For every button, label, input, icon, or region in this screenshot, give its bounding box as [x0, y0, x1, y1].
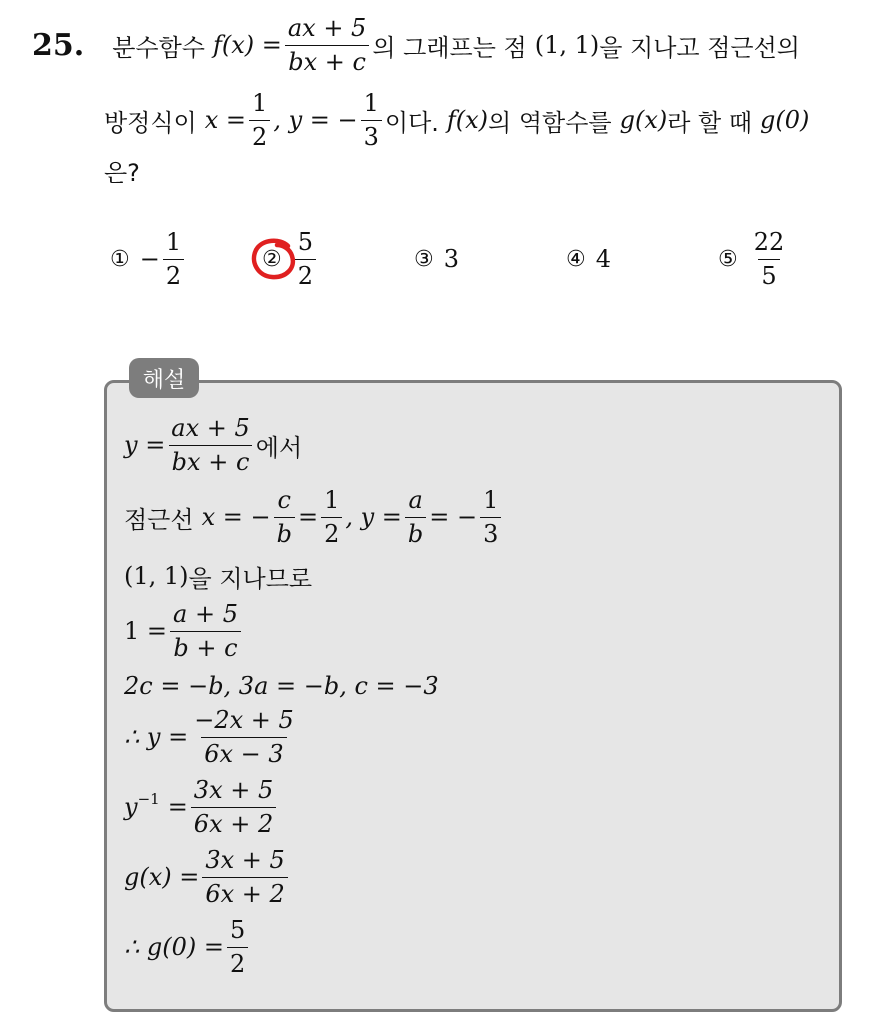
denominator: b + c	[170, 631, 240, 661]
solution-step-8	[124, 846, 291, 908]
step-fraction	[191, 707, 297, 767]
question-text: 의 역함수를	[488, 108, 612, 137]
question-text: 은?	[104, 158, 140, 187]
step-fraction	[202, 847, 287, 907]
choice-5[interactable]	[718, 228, 790, 290]
numerator: 3x + 5	[193, 776, 274, 805]
numerator: ax + 5	[287, 14, 367, 43]
step-lhs: g(x) =	[124, 863, 200, 891]
denominator: 6x + 2	[202, 877, 287, 907]
numerator: 1	[165, 228, 182, 257]
step-fraction	[170, 601, 241, 661]
choice-number: ①	[110, 246, 130, 272]
question-line-3	[104, 150, 140, 190]
numerator: 1	[252, 89, 268, 118]
solution-step-4	[124, 600, 244, 662]
denominator: 5	[758, 259, 779, 289]
choice-number: ③	[414, 246, 434, 272]
step-expr: =	[297, 503, 319, 531]
question-line-1	[32, 10, 800, 80]
numerator: c	[277, 486, 291, 515]
numerator: 5	[230, 916, 246, 945]
numerator: 1	[363, 89, 379, 118]
fraction-third	[361, 90, 382, 150]
step-fraction	[480, 487, 501, 547]
denominator: 2	[163, 259, 184, 289]
step-fraction	[274, 487, 295, 547]
choice-value: 3	[443, 245, 460, 273]
choice-value: 4	[595, 245, 612, 273]
step-lhs: ∴ y =	[124, 723, 189, 751]
step-lhs: ∴ g(0) =	[124, 933, 224, 961]
denominator: bx + c	[285, 45, 369, 75]
choice-4[interactable]	[566, 228, 611, 290]
numerator: 1	[324, 486, 340, 515]
choice-number: ②	[262, 246, 282, 272]
denominator: 2	[321, 517, 342, 547]
question-text: 을 지나고 점근선의	[599, 33, 800, 62]
question-text: 방정식이	[104, 108, 197, 137]
numerator: 3x + 5	[205, 846, 285, 875]
choice-3[interactable]	[414, 228, 459, 290]
denominator: 2	[295, 259, 316, 289]
denominator: 2	[227, 947, 248, 977]
denominator: b	[405, 517, 426, 547]
numerator: −2x + 5	[194, 706, 294, 735]
question-text: 라 할 때	[667, 108, 753, 137]
step-lhs: y	[124, 793, 138, 821]
solution-step-3	[124, 556, 312, 596]
step-fraction	[321, 487, 342, 547]
denominator: b	[274, 517, 295, 547]
function-f: f(x) =	[212, 31, 282, 59]
choice-1[interactable]	[110, 228, 187, 290]
numerator: 22	[753, 228, 785, 257]
solution-step-9	[124, 916, 251, 978]
question-line-2	[104, 85, 809, 155]
numerator: 1	[483, 486, 499, 515]
denominator: 3	[361, 120, 382, 150]
fraction-half	[249, 90, 270, 150]
answer-circle-mark	[250, 236, 300, 282]
denominator: 6x + 2	[191, 807, 276, 837]
step-fraction	[168, 415, 252, 475]
choice-number: ④	[566, 246, 586, 272]
solution-step-5	[124, 666, 439, 706]
step-fraction	[227, 917, 248, 977]
step-expr: 2c = −b, 3a = −b, c = −3	[124, 672, 439, 700]
solution-step-6	[124, 706, 300, 768]
solution-step-1	[124, 414, 302, 476]
solution-label: 해설	[129, 358, 199, 398]
denominator: bx + c	[169, 445, 253, 475]
choice-fraction	[163, 229, 184, 289]
g-zero: g(0)	[760, 106, 810, 134]
step-text: 에서	[255, 433, 303, 462]
step-expr: x = −	[201, 503, 271, 531]
question-text: 의 그래프는 점	[372, 33, 527, 62]
step-text: 을 지나므로	[188, 564, 313, 593]
step-expr: = −	[429, 503, 478, 531]
denominator: 6x − 3	[201, 737, 286, 767]
numerator: 5	[297, 228, 314, 257]
step-expr: (1, 1)	[124, 562, 189, 590]
question-text: 이다.	[384, 108, 439, 137]
step-expr: , y =	[345, 503, 402, 531]
question-text: 분수함수	[112, 33, 205, 62]
step-text: 점근선	[124, 505, 194, 534]
choice-number: ⑤	[718, 246, 738, 272]
numerator: a + 5	[173, 600, 238, 629]
step-fraction	[191, 777, 276, 837]
function-g: g(x)	[619, 106, 668, 134]
step-lhs: y =	[124, 431, 166, 459]
x-equation: x =	[204, 106, 247, 134]
numerator: ax + 5	[171, 414, 250, 443]
fraction-fx	[285, 15, 369, 75]
denominator: 3	[480, 517, 501, 547]
function-f: f(x)	[446, 106, 489, 134]
inverse-superscript: −1	[137, 790, 160, 808]
choice-sign: −	[139, 245, 160, 273]
denominator: 2	[249, 120, 270, 150]
y-equation: , y = −	[273, 106, 358, 134]
step-fraction	[405, 487, 426, 547]
solution-step-7	[124, 776, 279, 838]
choice-fraction	[751, 229, 788, 289]
step-lhs: 1 =	[124, 617, 168, 645]
question-number: 25.	[32, 27, 85, 63]
point: (1, 1)	[534, 31, 600, 59]
equals: =	[167, 793, 188, 821]
solution-step-2	[124, 486, 504, 548]
numerator: a	[408, 486, 423, 515]
